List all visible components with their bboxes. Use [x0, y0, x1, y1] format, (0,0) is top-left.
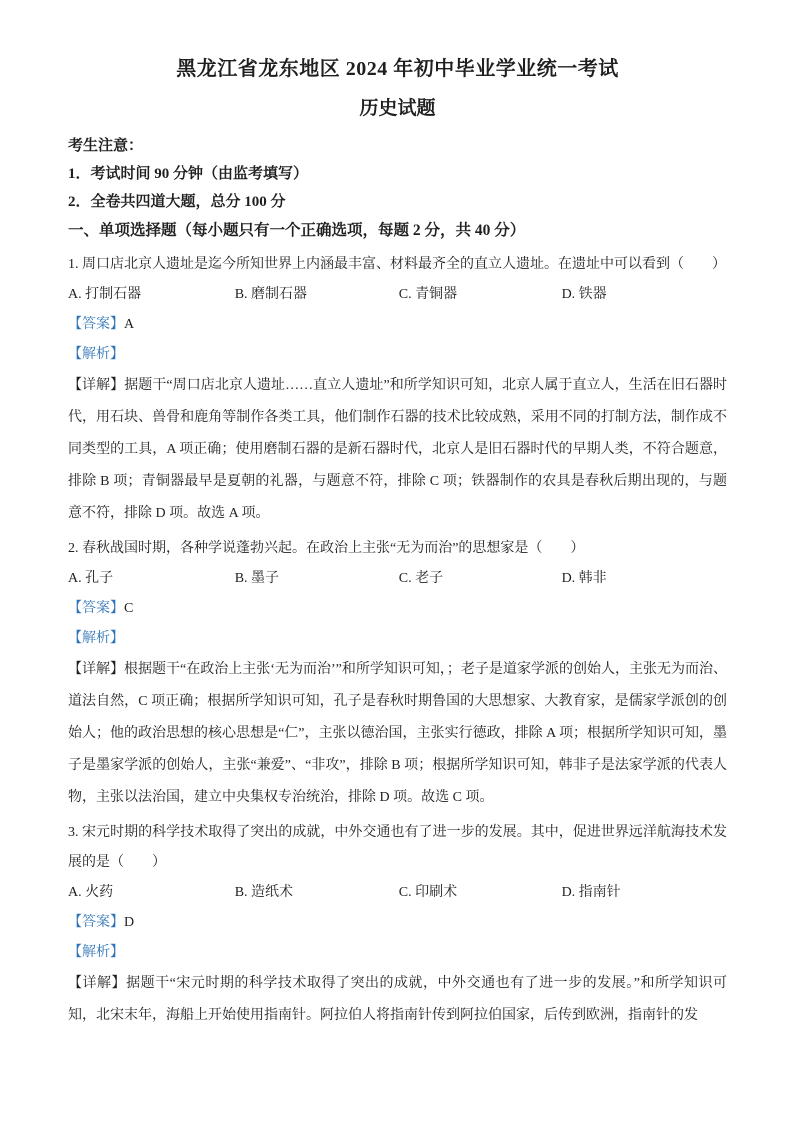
question-2-option-a: A. 孔子 [68, 571, 114, 586]
analysis-label: 【解析】 [68, 631, 124, 646]
question-2-option-b: B. 墨子 [234, 571, 280, 586]
question-3-analysis-line [68, 938, 727, 968]
detail-label: 【详解】 [68, 976, 127, 991]
question-3-option-d: D. 指南针 [561, 885, 621, 900]
question-1-option-c: C. 青铜器 [398, 287, 458, 302]
question-3-detail [68, 968, 727, 1032]
question-1-options [68, 280, 727, 310]
analysis-label: 【解析】 [68, 347, 124, 362]
question-1-answer-value: A [124, 317, 135, 332]
question-2-analysis-line [68, 624, 727, 654]
question-2-answer-line [68, 594, 727, 624]
question-2-stem: 2. 春秋战国时期，各种学说蓬勃兴起。在政治上主张“无为而治”的思想家是（ ） [68, 541, 585, 556]
question-2-answer-value: C [124, 601, 134, 616]
section-heading: 一、单项选择题（每小题只有一个正确选项，每题 2 分，共 40 分） [68, 222, 526, 239]
detail-label: 【详解】 [68, 662, 125, 677]
question-3-stem: 3. 宋元时期的科学技术取得了突出的成就，中外交通也有了进一步的发展。其中，促进世界远洋航海技术发展的是（ ） [68, 825, 727, 870]
question-2-detail-text: 根据题干“在政治上主张‘无为而治’”和所学知识可知，；老子是道家学派的创始人，主张无为而治、道法自然，C 项正确；根据所学知识可知，孔子是春秋时期鲁国的大思想家、大教育家，是儒家学派创的创始人；他的政治思想的核心思想是“仁”，主张以德治国，主张实行德政，排除 A 项；根据所学知识可知，墨子是墨家学派的创始人，主张“兼爱”、“非攻”，排除 B 项；根据所学知识可知，韩非子是法家学派的代表人物，主张以法治国，建立中央集权专治统治，排除 D 项。故选 C 项。 [68, 662, 728, 805]
document-title: 黑龙江省龙东地区 2024 年初中毕业学业统一考试 [176, 58, 619, 80]
question-3-answer-line [68, 908, 727, 938]
question-1-option-b: B. 磨制石器 [234, 287, 308, 302]
notice-heading: 考生注意： [68, 138, 144, 154]
answer-label: 【答案】 [68, 601, 124, 616]
question-3-detail-text: 据题干“宋元时期的科学技术取得了突出的成就，中外交通也有了进一步的发展。”和所学知识可知，北宋末年，海船上开始使用指南针。阿拉伯人将指南针传到阿拉伯国家，后传到欧洲，指南针的发 [68, 976, 728, 1023]
detail-label: 【详解】 [68, 378, 125, 393]
question-1-detail [68, 370, 727, 530]
question-3-option-b: B. 造纸术 [234, 885, 294, 900]
question-1-option-a: A. 打制石器 [68, 287, 142, 302]
answer-label: 【答案】 [68, 317, 124, 332]
question-1-stem: 1. 周口店北京人遗址是迄今所知世界上内涵最丰富、材料最齐全的直立人遗址。在遗址中可以看到（ ） [68, 257, 726, 272]
question-1 [68, 250, 727, 530]
answer-label: 【答案】 [68, 915, 124, 930]
question-2-option-c: C. 老子 [398, 571, 444, 586]
question-3-options [68, 878, 727, 908]
question-2-detail [68, 654, 727, 814]
question-2-options [68, 564, 727, 594]
question-3-option-c: C. 印刷术 [398, 885, 458, 900]
question-2 [68, 534, 727, 814]
question-1-option-d: D. 铁器 [561, 287, 607, 302]
question-1-detail-text: 据题干“周口店北京人遗址……直立人遗址”和所学知识可知，北京人属于直立人，生活在旧石器时代，用石块、兽骨和鹿角等制作各类工具，他们制作石器的技术比较成熟，采用不同的打制方法，制作成不同类型的工具，A 项正确；使用磨制石器的是新石器时代，北京人是旧石器时代的早期人类，不符合题意，排除 B 项；青铜器最早是夏朝的礼器，与题意不符，排除 C 项；铁器制作的农具是春秋后期出现的，与题意不符，排除 D 项。故选 A 项。 [68, 378, 727, 521]
notice-item-1: 1．考试时间 90 分钟（由监考填写） [68, 166, 309, 182]
question-1-analysis-line [68, 340, 727, 370]
question-1-answer-line [68, 310, 727, 340]
analysis-label: 【解析】 [68, 945, 124, 960]
question-2-option-d: D. 韩非 [561, 571, 607, 586]
question-3 [68, 818, 727, 1032]
question-3-option-a: A. 火药 [68, 885, 114, 900]
question-3-answer-value: D [124, 915, 135, 930]
document-subtitle: 历史试题 [359, 98, 436, 119]
notice-item-2: 2．全卷共四道大题，总分 100 分 [68, 194, 286, 210]
